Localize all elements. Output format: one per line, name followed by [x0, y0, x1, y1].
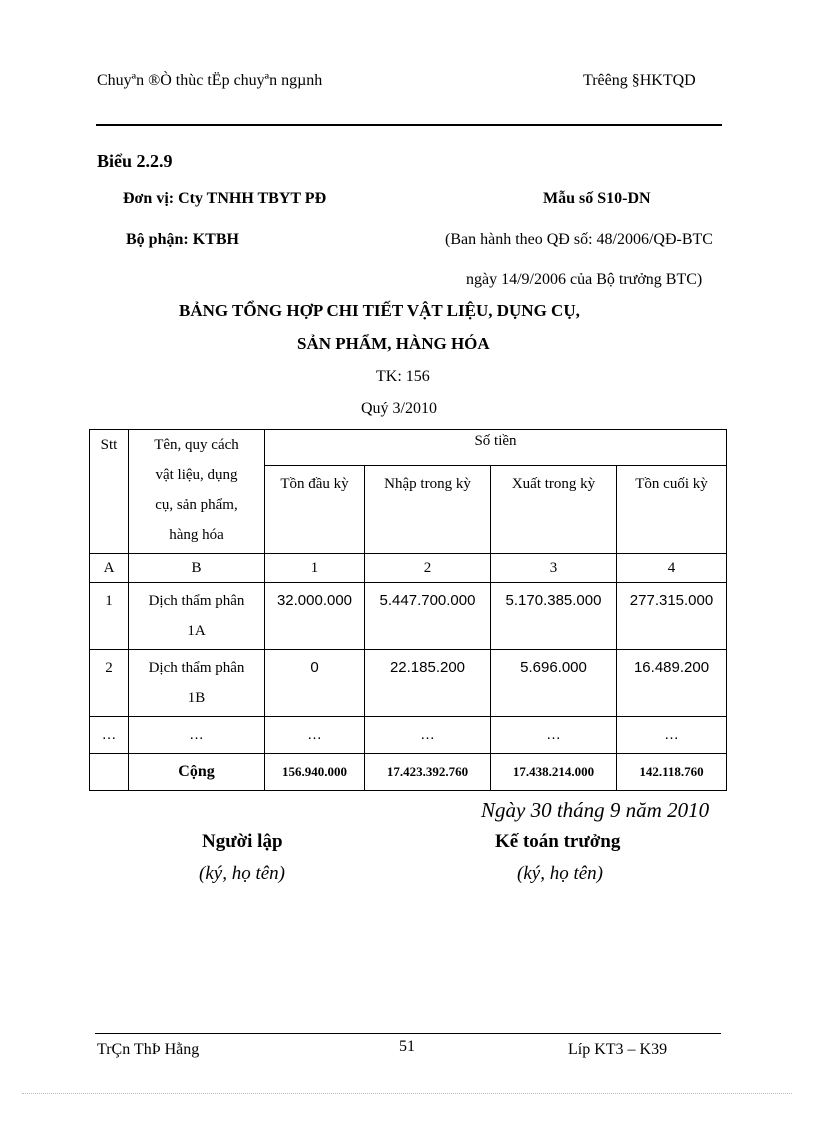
preparer-note: (ký, họ tên) — [199, 863, 285, 884]
total-outflow: 17.438.214.000 — [491, 754, 617, 791]
summary-table — [89, 429, 727, 791]
header-opening: Tồn đầu kỳ — [265, 466, 365, 554]
header-outflow: Xuất trong kỳ — [491, 466, 617, 554]
table-header-row — [90, 430, 727, 466]
ellipsis-cell: … — [129, 717, 265, 754]
row-inflow: 5.447.700.000 — [365, 583, 491, 650]
row-inflow: 22.185.200 — [365, 650, 491, 717]
total-stt-empty — [90, 754, 129, 791]
ellipsis-cell: … — [265, 717, 365, 754]
header-inflow: Nhập trong kỳ — [365, 466, 491, 554]
footer-rule — [95, 1033, 721, 1034]
row-outflow: 5.696.000 — [491, 650, 617, 717]
total-inflow: 17.423.392.760 — [365, 754, 491, 791]
footer-author: TrÇn ThÞ Hằng — [97, 1041, 200, 1058]
header-item-name-line: cụ, sản phẩm, — [155, 497, 238, 513]
table-code-row — [90, 554, 727, 583]
row-opening: 0 — [265, 650, 365, 717]
total-closing: 142.118.760 — [617, 754, 727, 791]
row-item-name-line: 1A — [187, 623, 206, 639]
sign-date: Ngày 30 tháng 9 năm 2010 — [481, 798, 710, 822]
template-number: Mẫu số S10-DN — [543, 190, 651, 207]
header-amount: Số tiền — [265, 430, 727, 466]
table-total-row — [90, 754, 727, 791]
total-label: Cộng — [129, 754, 265, 791]
row-opening: 32.000.000 — [265, 583, 365, 650]
row-item-name-line: Dịch thẩm phân — [148, 660, 245, 676]
row-item-name-line: 1B — [187, 690, 206, 706]
page-number: 51 — [399, 1038, 415, 1055]
table-ellipsis-row — [90, 717, 727, 754]
code-cell: B — [129, 554, 265, 583]
row-item-name-line: Dịch thẩm phân — [148, 593, 245, 609]
header-rule — [96, 124, 722, 126]
footer-class: Líp KT3 – K39 — [568, 1041, 668, 1058]
row-outflow: 5.170.385.000 — [491, 583, 617, 650]
row-stt: 2 — [90, 650, 129, 717]
row-closing: 277.315.000 — [617, 583, 727, 650]
total-opening: 156.940.000 — [265, 754, 365, 791]
header-left: Chuyªn ®Ò thùc tËp chuyªn ngµnh — [97, 72, 323, 89]
row-closing: 16.489.200 — [617, 650, 727, 717]
account-code: TK: 156 — [376, 368, 430, 385]
ellipsis-cell: … — [90, 717, 129, 754]
chief-accountant-note: (ký, họ tên) — [517, 863, 603, 884]
table-row — [90, 650, 727, 717]
header-item-name-line: Tên, quy cách — [154, 437, 239, 453]
header-item-name-line: hàng hóa — [169, 527, 224, 543]
ellipsis-cell: … — [617, 717, 727, 754]
row-item-name — [129, 650, 265, 717]
chief-accountant-title: Kế toán trưởng — [495, 831, 621, 852]
table-row — [90, 583, 727, 650]
ellipsis-cell: … — [365, 717, 491, 754]
preparer-title: Người lập — [202, 831, 283, 852]
form-code: Biểu 2.2.9 — [97, 151, 173, 171]
header-stt: Stt — [90, 430, 129, 554]
code-cell: 3 — [491, 554, 617, 583]
report-title-line-1: BẢNG TỔNG HỢP CHI TIẾT VẬT LIỆU, DỤNG CỤ, — [179, 301, 580, 320]
unit-label: Đơn vị: Cty TNHH TBYT PĐ — [123, 190, 327, 207]
report-title-line-2: SẢN PHẨM, HÀNG HÓA — [297, 334, 490, 353]
header-item-name — [129, 430, 265, 554]
code-cell: A — [90, 554, 129, 583]
header-closing: Tồn cuối kỳ — [617, 466, 727, 554]
issued-line-2: ngày 14/9/2006 của Bộ trưởng BTC) — [466, 271, 703, 288]
report-period: Quý 3/2010 — [361, 400, 437, 417]
code-cell: 2 — [365, 554, 491, 583]
ellipsis-cell: … — [491, 717, 617, 754]
code-cell: 4 — [617, 554, 727, 583]
code-cell: 1 — [265, 554, 365, 583]
header-right: Trêêng §HKTQD — [583, 72, 696, 89]
row-item-name — [129, 583, 265, 650]
header-item-name-line: vật liệu, dụng — [155, 467, 238, 483]
department-label: Bộ phận: KTBH — [126, 231, 239, 248]
issued-line-1: (Ban hành theo QĐ số: 48/2006/QĐ-BTC — [445, 231, 713, 248]
page-edge-divider — [22, 1093, 792, 1094]
row-stt: 1 — [90, 583, 129, 650]
